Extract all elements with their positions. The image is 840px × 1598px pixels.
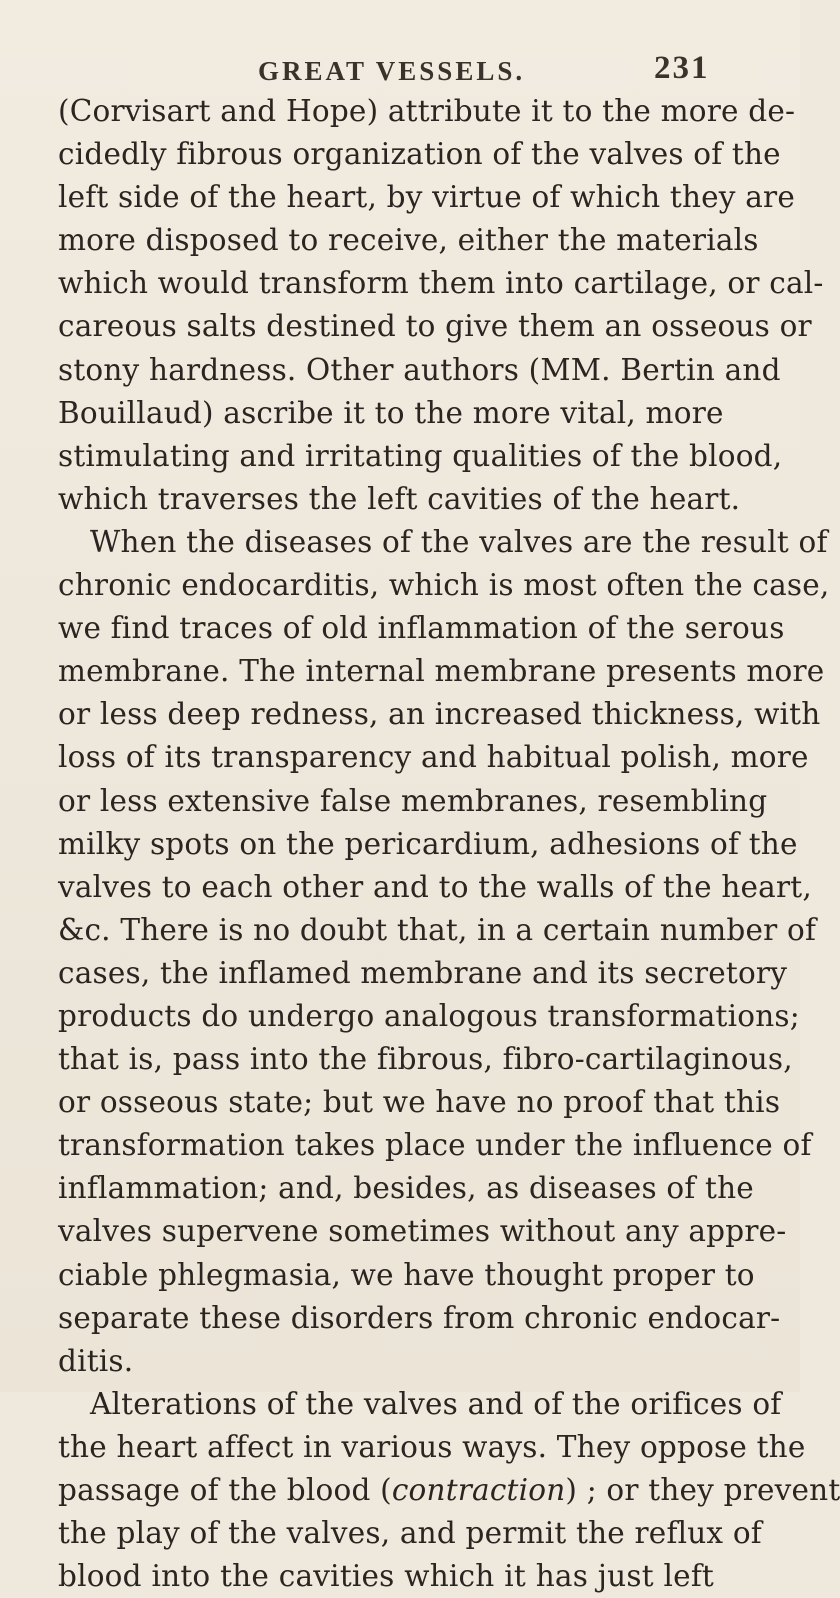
text-line: &c. There is no doubt that, in a certain number of (58, 912, 817, 947)
text-line: stimulating and irritating qualities of the blood, (58, 438, 783, 473)
text-line: cidedly fibrous organization of the valves of the (58, 137, 781, 172)
paragraph-start-line: Alterations of the valves and of the orifices of (90, 1386, 782, 1421)
text-line: ciable phlegmasia, we have thought proper to (58, 1257, 755, 1292)
text-line: careous salts destined to give them an osseous or (58, 309, 812, 344)
text-line: valves supervene sometimes without any appre- (58, 1214, 787, 1249)
paragraph-start-line: When the diseases of the valves are the result of (90, 524, 828, 559)
text-line: valves to each other and to the walls of the heart, (58, 869, 812, 904)
text-line: Bouillaud) ascribe it to the more vital, more (58, 395, 724, 430)
text-line: stony hardness. Other authors (MM. Bertin and (58, 352, 781, 387)
text-line: cases, the inflamed membrane and its secretory (58, 955, 788, 990)
text-line: transformation takes place under the influence of (58, 1128, 812, 1163)
text-line: inflammation; and, besides, as diseases of the (58, 1171, 754, 1206)
page-number: 231 (654, 50, 710, 86)
body-text (58, 90, 840, 1598)
text-line: or osseous state; but we have no proof that this (58, 1085, 781, 1120)
text-line: the play of the valves, and permit the reflux of (58, 1516, 762, 1551)
text-fragment: ) ; or they prevent (565, 1473, 840, 1507)
text-line: (Corvisart and Hope) attribute it to the more de- (58, 94, 796, 128)
text-line: or less deep redness, an increased thickness, with (58, 697, 821, 732)
text-line: blood into the cavities which it has just left (58, 1559, 714, 1594)
text-line: the heart affect in various ways. They oppose the (58, 1429, 806, 1464)
text-fragment: passage of the blood ( (58, 1473, 392, 1507)
text-line: milky spots on the pericardium, adhesions of the (58, 826, 798, 861)
text-line: loss of its transparency and habitual polish, more (58, 740, 809, 775)
paragraph-end-line: ditis. (58, 1343, 134, 1378)
text-line: which would transform them into cartilage, or cal- (58, 266, 824, 301)
text-line: we find traces of old inflammation of the serous (58, 611, 785, 646)
paragraph-end-line: which traverses the left cavities of the heart. (58, 481, 741, 516)
page-header (0, 50, 800, 90)
text-line: separate these disorders from chronic endocar- (58, 1300, 781, 1335)
text-line: or less extensive false membranes, resembling (58, 783, 768, 818)
text-line: membrane. The internal membrane presents more (58, 654, 825, 689)
text-line: that is, pass into the fibrous, fibro-cartilaginous, (58, 1042, 793, 1077)
text-line: left side of the heart, by virtue of which they are (58, 180, 795, 215)
italic-term: contraction (391, 1473, 566, 1507)
text-line: chronic endocarditis, which is most often the case, (58, 568, 830, 603)
running-head: GREAT VESSELS. (258, 56, 526, 86)
text-line: more disposed to receive, either the materials (58, 223, 759, 258)
text-line: products do undergo analogous transformations; (58, 998, 800, 1033)
text-line-with-italic (58, 1469, 840, 1512)
